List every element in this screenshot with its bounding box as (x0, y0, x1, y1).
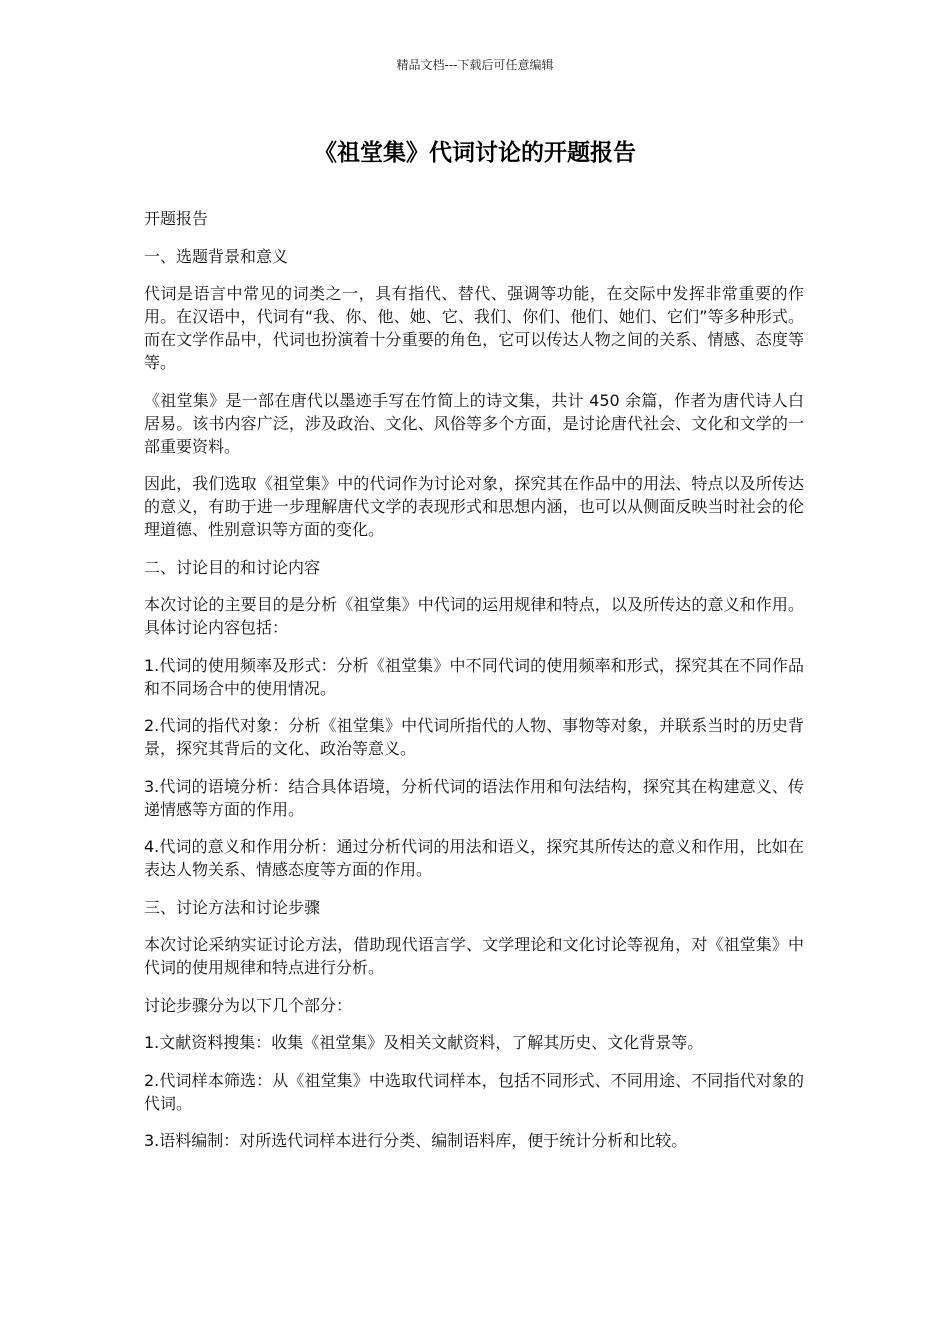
list-item: 1.代词的使用频率及形式：分析《祖堂集》中不同代词的使用频率和形式，探究其在不同作品和不同场合中的使用情况。 (144, 655, 804, 698)
document-title: 《祖堂集》代词讨论的开题报告 (314, 140, 636, 166)
list-item: 3.代词的语境分析：结合具体语境，分析代词的语法作用和句法结构，探究其在构建意义、传递情感等方面的作用。 (144, 776, 804, 819)
page-header: 精品文档---下载后可任意编辑 (396, 58, 554, 72)
body-paragraph: 本次讨论的主要目的是分析《祖堂集》中代词的运用规律和特点，以及所传达的意义和作用。具体讨论内容包括： (144, 595, 804, 637)
list-item: 2.代词的指代对象：分析《祖堂集》中代词所指代的人物、事物等对象，并联系当时的历史背景，探究其背后的文化、政治等意义。 (144, 716, 804, 758)
list-item: 3.语料编制：对所选代词样本进行分类、编制语料库，便于统计分析和比较。 (144, 1131, 688, 1150)
heading-report: 开题报告 (144, 209, 209, 228)
body-paragraph: 代词是语言中常见的词类之一，具有指代、替代、强调等功能，在交际中发挥非常重要的作用。在汉语中，代词有“我、你、他、她、它、我们、你们、他们、她们、它们”等多种形式。而在文学作品中，代词也扮演着十分重要的角色，它可以传达人物之间的关系、情感、态度等等。 (144, 284, 804, 372)
body-paragraph: 讨论步骤分为以下几个部分： (144, 995, 353, 1015)
list-item: 1.文献资料搜集：收集《祖堂集》及相关文献资料，了解其历史、文化背景等。 (144, 1033, 704, 1052)
section-heading-background: 一、选题背景和意义 (144, 246, 289, 266)
section-heading-purpose: 二、讨论目的和讨论内容 (144, 557, 321, 577)
list-item: 2.代词样本筛选：从《祖堂集》中选取代词样本，包括不同形式、不同用途、不同指代对象的代词。 (144, 1070, 804, 1113)
section-heading-method: 三、讨论方法和讨论步骤 (144, 897, 321, 917)
body-paragraph: 《祖堂集》是一部在唐代以墨迹手写在竹简上的诗文集，共计 450 余篇，作者为唐代诗人白居易。该书内容广泛，涉及政治、文化、风俗等多个方面，是讨论唐代社会、文化和文学的一部重要资料。 (144, 390, 804, 456)
body-paragraph: 本次讨论采纳实证讨论方法，借助现代语言学、文学理论和文化讨论等视角，对《祖堂集》中代词的使用规律和特点进行分析。 (144, 935, 804, 977)
list-item: 4.代词的意义和作用分析：通过分析代词的用法和语义，探究其所传达的意义和作用，比如在表达人物关系、情感态度等方面的作用。 (144, 837, 804, 879)
document-body (144, 207, 804, 1167)
body-paragraph: 因此，我们选取《祖堂集》中的代词作为讨论对象，探究其在作品中的用法、特点以及所传达的意义，有助于进一步理解唐代文学的表现形式和思想内涵，也可以从侧面反映当时社会的伦理道德、性别意识等方面的变化。 (144, 474, 804, 539)
